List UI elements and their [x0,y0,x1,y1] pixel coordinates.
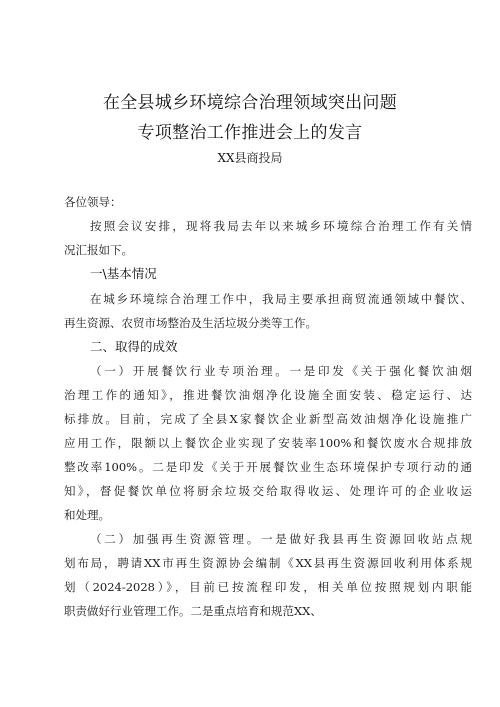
subsection-2-line-1: （二）加强再生资源管理。一是做好我县再生资源回收站点规 [90,532,472,546]
salutation: 各位领导： [64,195,122,209]
section-2-heading: 二、取得的成效 [90,339,178,354]
subsection-1-line-1: （一）开展餐饮行业专项治理。一是印发《关于强化餐饮油烟 [90,364,472,378]
section-1-line-2: 再生资源、农贸市场整治及生活垃圾分类等工作。 [64,316,317,330]
subsection-1-line-3: 标排放。目前，完成了全县X家餐饮企业新型高效油烟净化设施推广 [64,412,472,426]
subsection-1-line-7: 和处理。 [64,508,110,522]
intro-line-1: 按照会议安排，现将我局去年以来城乡环境综合治理工作有关情 [90,219,472,233]
subsection-2-line-3: 划（2024-2028）》，目前已按流程印发，相关单位按照规划内职能 [64,580,472,594]
document-title-line-1: 在全县城乡环境综合治理领域突出问题 [102,93,398,113]
subsection-1-line-4: 应用工作，限额以上餐饮企业实现了安装率100%和餐饮废水合规排放 [64,436,472,450]
subsection-1-line-5: 整改率100%。二是印发《关于开展餐饮业生态环境保护专项行动的通 [64,460,472,474]
intro-line-2: 况汇报如下。 [64,243,133,257]
section-1-line-1: 在城乡环境综合治理工作中，我局主要承担商贸流通领域中餐饮、 [90,292,472,306]
section-1-heading: 一\基本情况 [90,266,157,281]
subsection-1-line-6: 知》，督促餐饮单位将厨余垃圾交给取得收运、处理许可的企业收运 [64,484,472,498]
document-title-line-2: 专项整治工作推进会上的发言 [137,123,363,143]
subsection-2-line-4: 职责做好行业管理工作。二是重点培育和规范XX、 [64,604,322,618]
organization-name: XX县商投局 [217,151,283,165]
subsection-1-line-2: 治理工作的通知》，推进餐饮油烟净化设施全面安装、稳定运行、达 [64,388,472,402]
subsection-2-line-2: 划布局，聘请XX市再生资源协会编制《XX县再生资源回收利用体系规 [64,556,472,570]
